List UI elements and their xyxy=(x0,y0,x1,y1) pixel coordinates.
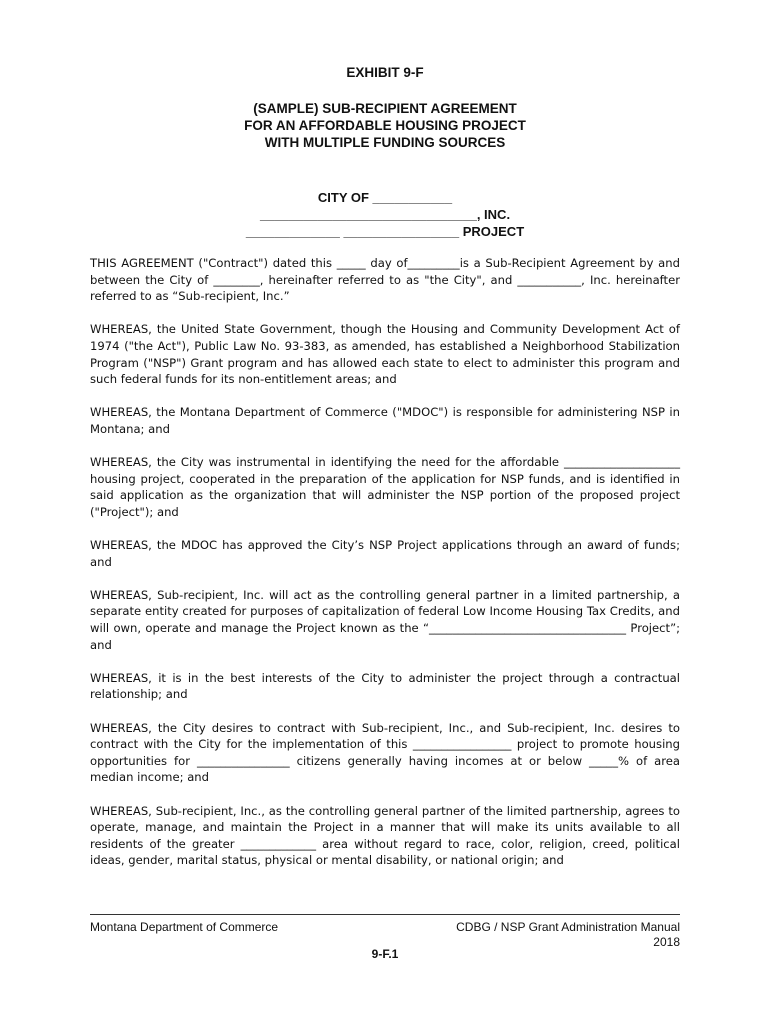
paragraph-whereas-approved: WHEREAS, the MDOC has approved the City’s NSP Project applications through an award of funds; and xyxy=(90,538,680,569)
footer-publisher: Montana Department of Commerce xyxy=(90,920,279,934)
party-project-line: _____________ ________________ PROJECT xyxy=(245,224,525,239)
exhibit-label: EXHIBIT 9-F xyxy=(346,65,424,80)
paragraph-whereas-act: WHEREAS, the United State Government, though the Housing and Community Development Act of 1974 ("the Act"), Public Law No. 93-383, as amended, has established a Neighborhood Stabilization Program ("NSP") Grant program and has allowed each state to elect to administer this program and such federal funds for its non-entitlement areas; and xyxy=(90,322,680,387)
footer-divider xyxy=(90,914,680,915)
paragraph-whereas-mdoc: WHEREAS, the Montana Department of Commerce ("MDOC") is responsible for administering NSP in Montana; and xyxy=(90,405,680,436)
paragraph-whereas-contract: WHEREAS, the City desires to contract with Sub-recipient, Inc., and Sub-recipient, Inc. desires to contract with the City for the implementation of this _________________ project to promote housing opportunities for ________________ citizens generally having incomes at or below _____% of area median income; and xyxy=(90,720,680,785)
paragraph-agreement: THIS AGREEMENT ("Contract") dated this _____ day of_________is a Sub-Recipient Agreement by and between the City of ________, hereinafter referred to as "the City", and ___________, Inc. hereinafter referred to as “Sub-recipient, Inc.” xyxy=(90,256,680,304)
title-line-2: FOR AN AFFORDABLE HOUSING PROJECT xyxy=(244,118,526,133)
paragraph-whereas-interest: WHEREAS, it is in the best interests of the City to administer the project through a contractual relationship; and xyxy=(90,670,680,702)
footer-manual-year: 2018 xyxy=(653,935,680,949)
paragraph-whereas-operate: WHEREAS, Sub-recipient, Inc., as the controlling general partner of the limited partnership, agrees to operate, manage, and maintain the Project in a manner that will make its units available to all residents of the greater _____________ area without regard to race, color, religion, creed, political ideas, gender, marital status, physical or mental disability, or national origin; and xyxy=(90,803,680,868)
paragraph-whereas-city: WHEREAS, the City was instrumental in identifying the need for the affordable ____________________ housing project, cooperated in the preparation of the application for NSP funds, and is identified in said application as the organization that will administer the NSP portion of the proposed project ("Project"); and xyxy=(90,455,680,519)
party-city-line: CITY OF ___________ xyxy=(317,190,453,205)
party-inc-line: ______________________________, INC. xyxy=(259,207,511,222)
party-block xyxy=(0,189,770,240)
footer-manual xyxy=(380,920,680,950)
document-title xyxy=(0,100,770,151)
agreement-body xyxy=(90,255,680,886)
footer-manual-title: CDBG / NSP Grant Administration Manual xyxy=(456,920,680,934)
page-number: 9-F.1 xyxy=(371,947,399,961)
title-line-3: WITH MULTIPLE FUNDING SOURCES xyxy=(264,135,506,150)
paragraph-whereas-partner: WHEREAS, Sub-recipient, Inc. will act as the controlling general partner in a limited partnership, a separate entity created for purposes of capitalization of federal Low Income Housing Tax Credits, and will own, operate and manage the Project known as the “__________________________________ Project”; and xyxy=(90,587,680,652)
title-line-1: (SAMPLE) SUB-RECIPIENT AGREEMENT xyxy=(253,101,517,116)
